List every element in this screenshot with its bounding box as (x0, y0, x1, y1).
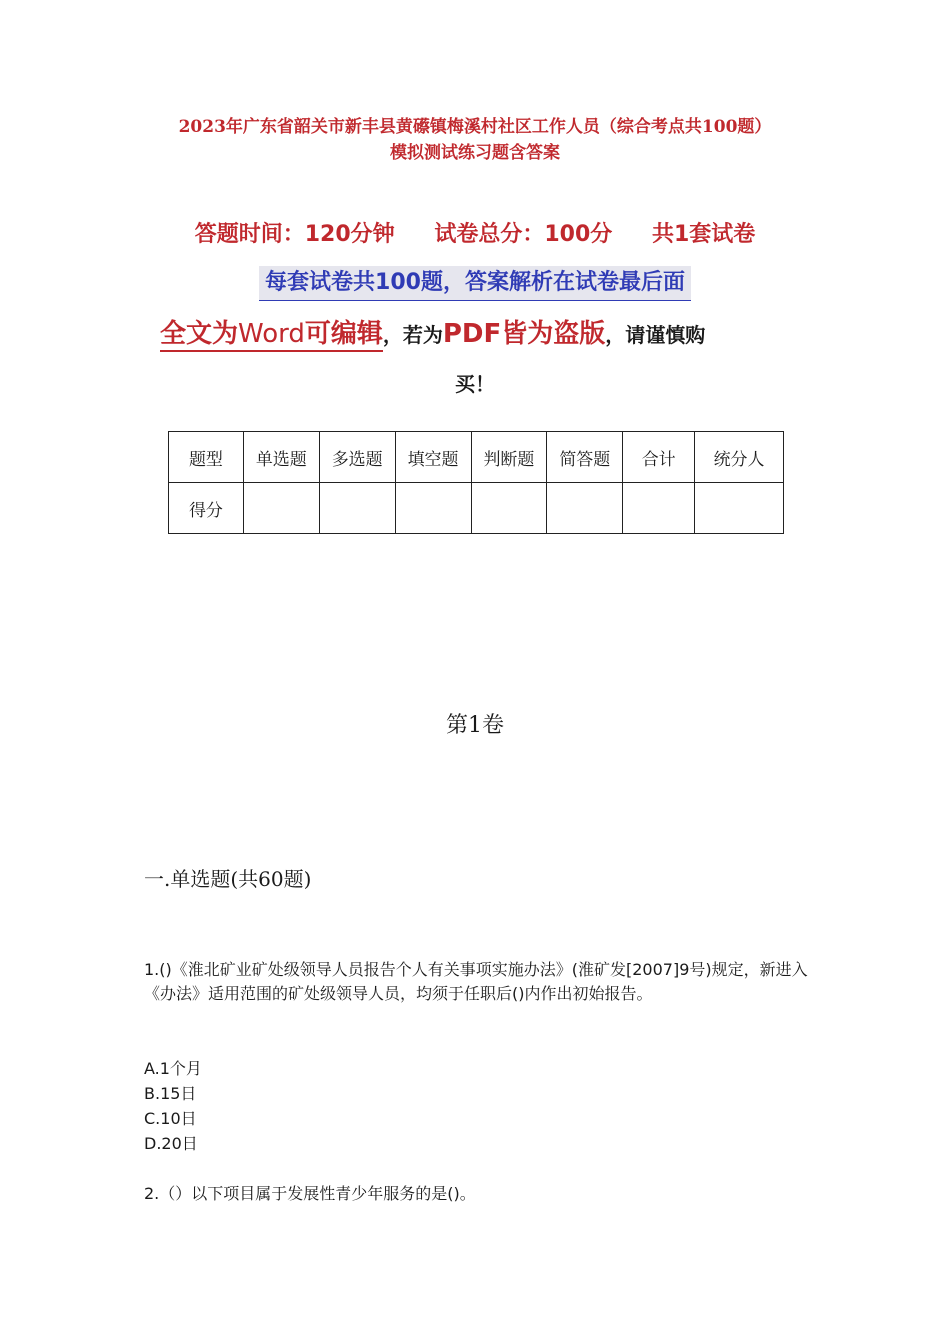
score-table (168, 431, 784, 534)
question-1-options (144, 1056, 202, 1156)
document-title (60, 114, 890, 166)
score-cell (547, 483, 623, 534)
score-cell (243, 483, 319, 534)
exam-total-score: 试卷总分：100分 (434, 222, 613, 247)
title-line-2: 模拟测试练习题含答案 (390, 143, 560, 163)
question-1-text: 1.()《淮北矿业矿处级领导人员报告个人有关事项实施办法》(淮矿发[2007]9号)规定，新进入《办法》适用范围的矿处级领导人员，均须于任职后()内作出初始报告。 (144, 960, 808, 1003)
piracy-warning (160, 312, 800, 359)
score-cell (695, 483, 784, 534)
warning-underlined (160, 319, 383, 352)
option-a: A.1个月 (144, 1059, 202, 1078)
warning-pdf: PDF皆为盗版 (442, 319, 606, 349)
header-cell: 多选题 (319, 432, 395, 483)
exam-meta (0, 218, 950, 252)
option-b: B.15日 (144, 1084, 197, 1103)
exam-time: 答题时间：120分钟 (194, 222, 395, 247)
score-table-header-row (169, 432, 784, 483)
title-line-1: 2023年广东省韶关市新丰县黄礤镇梅溪村社区工作人员（综合考点共100题） (178, 117, 772, 137)
warning-part-6: ，请谨慎购 (605, 323, 706, 347)
header-cell: 简答题 (547, 432, 623, 483)
row-label-cell: 得分 (169, 483, 244, 534)
section-heading: 一.单选题(共60题) (144, 867, 312, 891)
warning-word: Word (238, 319, 305, 349)
warning-part-4: ，若为 (382, 323, 443, 347)
header-cell: 合计 (623, 432, 695, 483)
warning-line-2: 买！ (455, 372, 495, 396)
score-cell (623, 483, 695, 534)
score-table-score-row (169, 483, 784, 534)
warning-part-3: 可编辑 (304, 319, 383, 349)
question-2-text: 2.（）以下项目属于发展性青少年服务的是()。 (144, 1184, 476, 1203)
option-c: C.10日 (144, 1109, 197, 1128)
warning-part-1: 全文为 (160, 319, 239, 349)
volume-heading: 第1卷 (446, 713, 504, 738)
header-cell: 填空题 (395, 432, 471, 483)
score-cell (319, 483, 395, 534)
answer-notice (0, 266, 950, 301)
score-cell (471, 483, 547, 534)
header-cell: 判断题 (471, 432, 547, 483)
header-cell: 题型 (169, 432, 244, 483)
score-cell (395, 483, 471, 534)
answer-notice-text: 每套试卷共100题，答案解析在试卷最后面 (259, 266, 691, 301)
option-d: D.20日 (144, 1134, 198, 1153)
exam-sets: 共1套试卷 (651, 222, 756, 247)
header-cell: 统分人 (695, 432, 784, 483)
header-cell: 单选题 (243, 432, 319, 483)
